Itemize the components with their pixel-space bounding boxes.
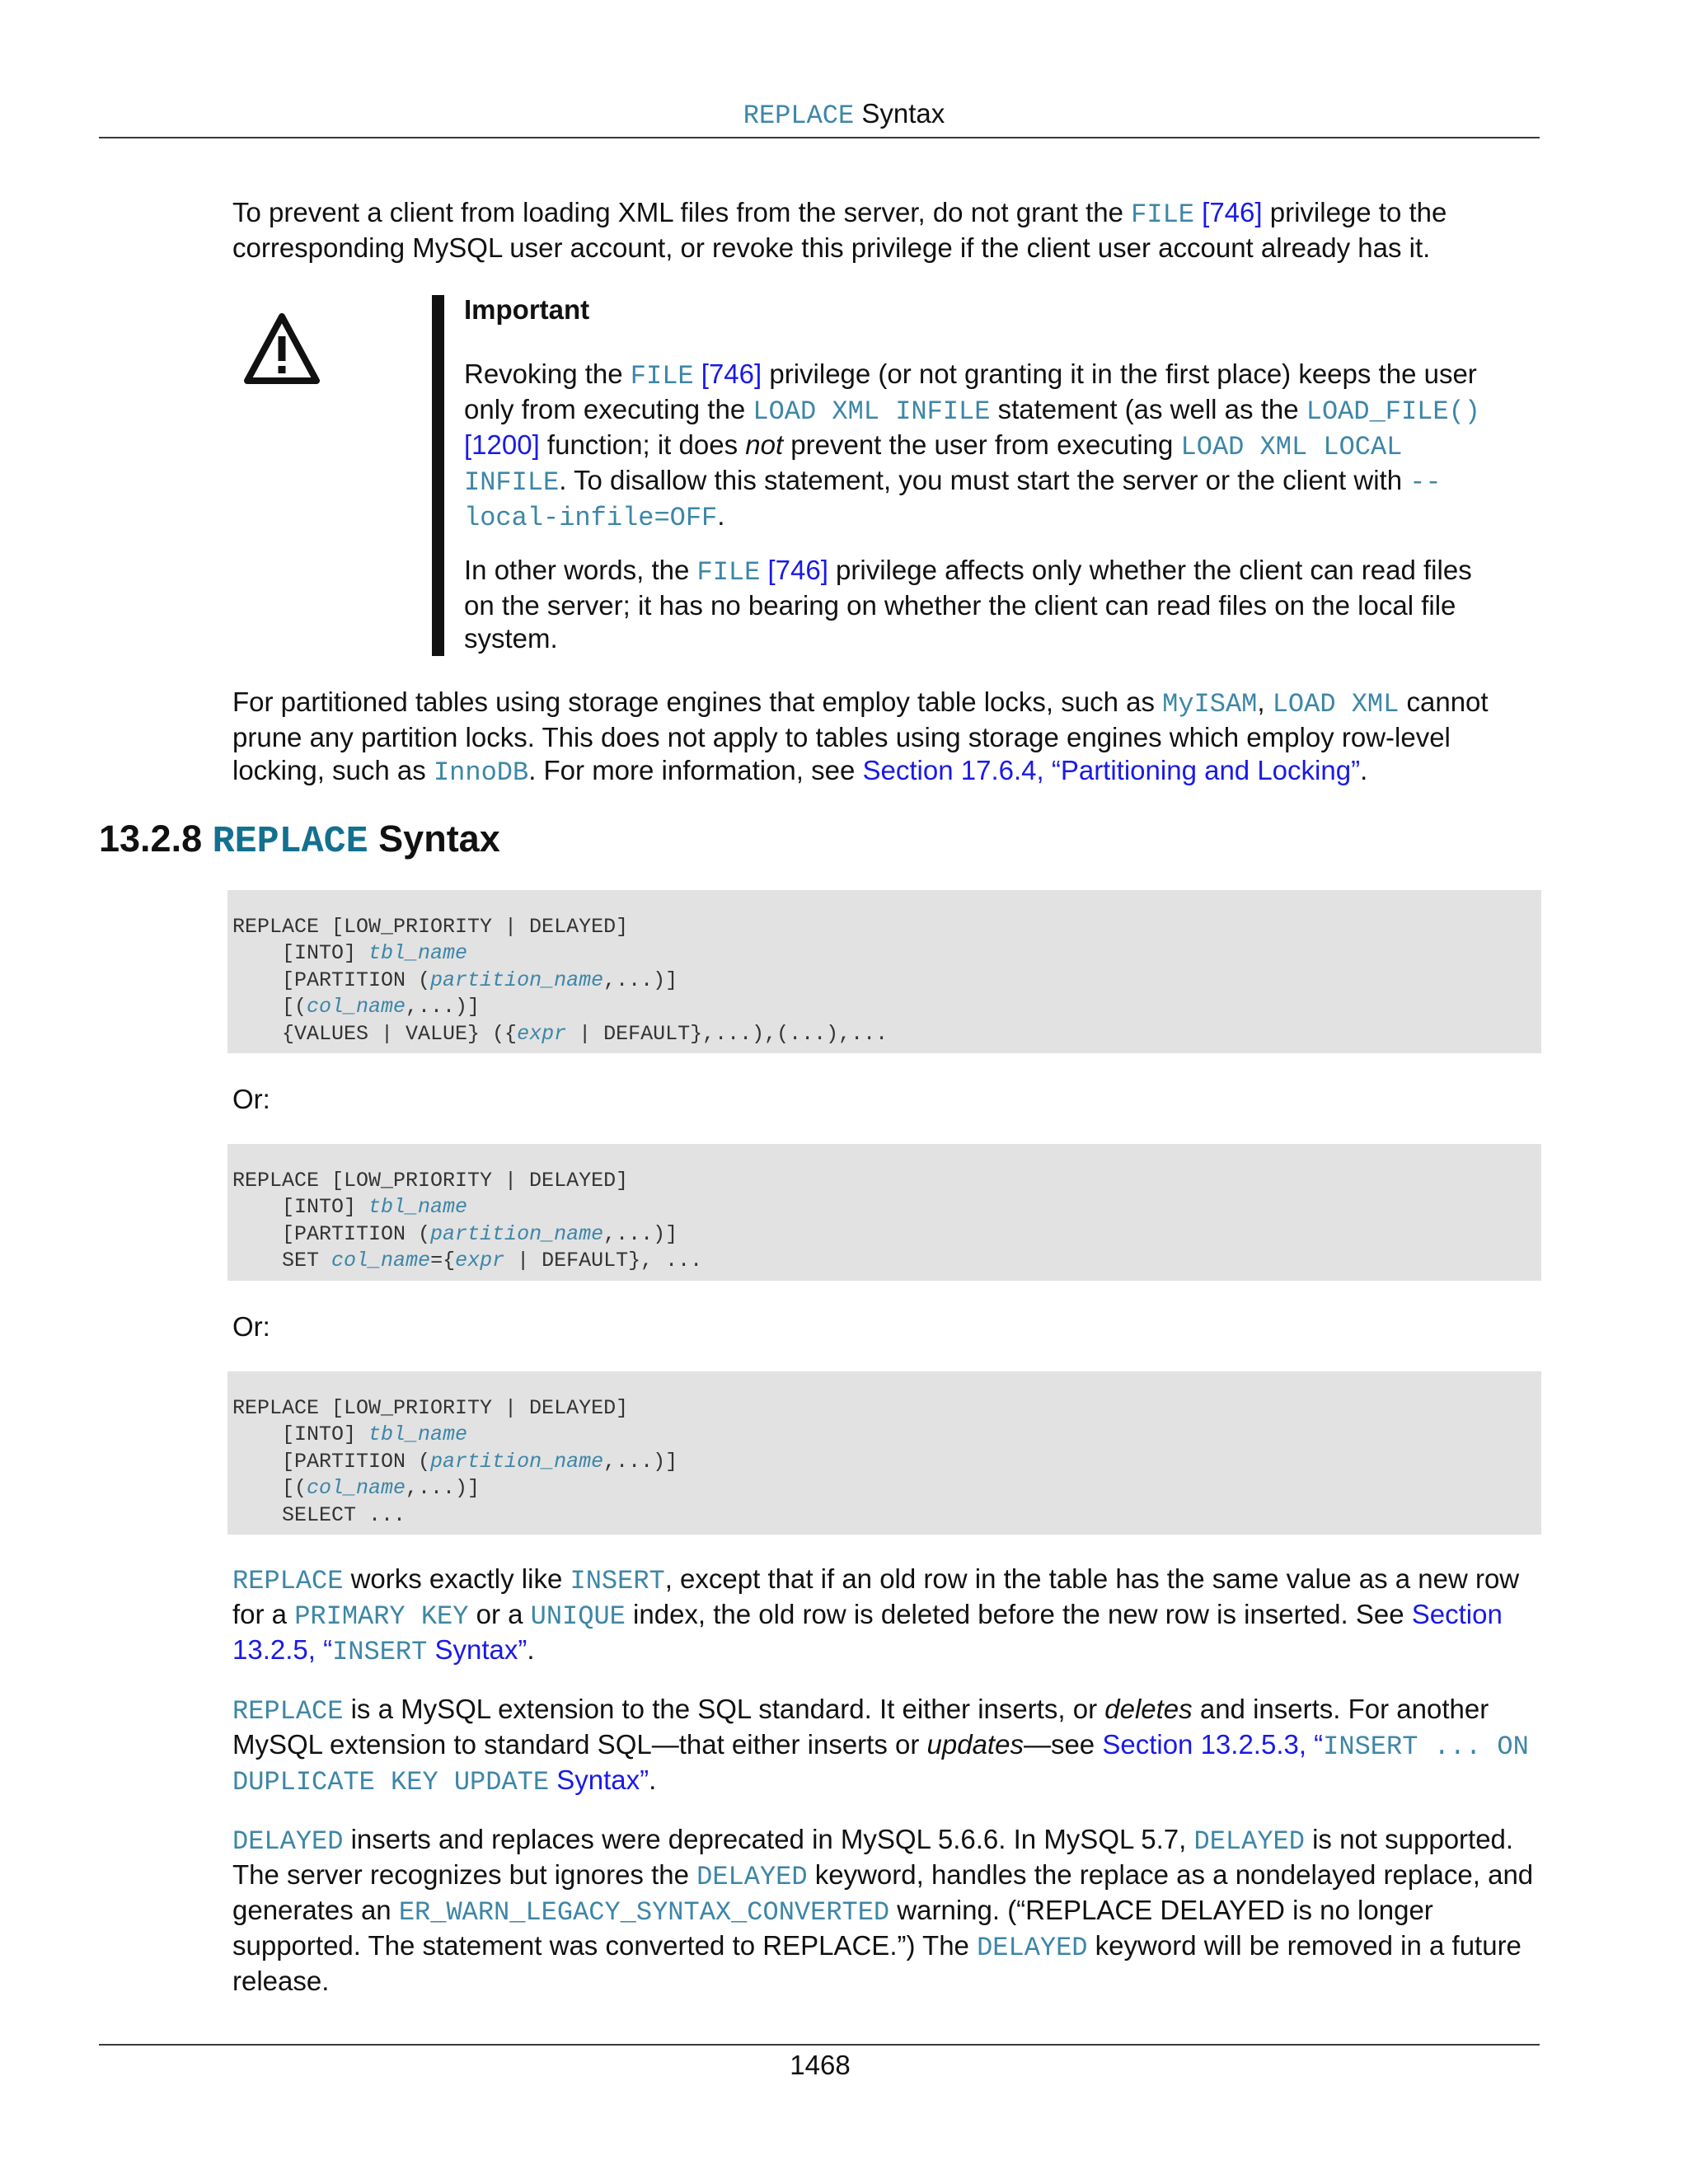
replace-code[interactable]: REPLACE: [232, 1696, 344, 1727]
ref-link[interactable]: [746]: [760, 555, 828, 585]
text: .: [717, 500, 725, 531]
text: ,: [1257, 687, 1273, 717]
text: cannot prune any partition locks. This does not apply to tables using storage engines which employ row-level locking, such as: [232, 687, 1489, 785]
warning-code[interactable]: ER_WARN_LEGACY_SYNTAX_CONVERTED: [398, 1897, 890, 1928]
code-line: [INTO] tbl_name: [232, 941, 468, 966]
important-label: Important: [464, 294, 590, 325]
insert-syntax-link[interactable]: Section 13.2.5, “INSERT Syntax”: [232, 1599, 1503, 1667]
file-privilege-code[interactable]: FILE: [1131, 199, 1194, 230]
code-line: SELECT ...: [232, 1502, 406, 1527]
code-block-select: [227, 1371, 1541, 1535]
code-block-values: [227, 890, 1541, 1053]
text: .: [1360, 755, 1368, 785]
load-xml-infile-code[interactable]: LOAD XML INFILE: [753, 396, 991, 427]
delayed-code[interactable]: DELAYED: [232, 1826, 344, 1857]
ref-link[interactable]: [746]: [693, 359, 762, 389]
load-xml-code[interactable]: LOAD XML: [1272, 689, 1400, 719]
file-code[interactable]: FILE: [696, 557, 761, 588]
local-infile-option-code[interactable]: --local-infile=OFF: [464, 467, 1442, 533]
code-block-set: [227, 1144, 1541, 1281]
code-line: [PARTITION (partition_name,...)]: [232, 1221, 678, 1246]
important-paragraph-2: [464, 554, 1494, 655]
myisam-code[interactable]: MyISAM: [1162, 689, 1258, 719]
text: In other words, the: [464, 555, 697, 585]
page-number: 1468: [790, 2050, 851, 2080]
delayed-code[interactable]: DELAYED: [977, 1933, 1088, 1963]
text: inserts and replaces were deprecated in MySQL 5.6.6. In MySQL 5.7,: [343, 1824, 1194, 1854]
footer-rule: [99, 2044, 1540, 2046]
load-file-code[interactable]: LOAD_FILE(): [1306, 396, 1480, 427]
emphasis: deletes: [1104, 1694, 1193, 1724]
replace-works-paragraph: [232, 1563, 1543, 1669]
partition-paragraph: [232, 686, 1543, 790]
text: or a: [468, 1599, 531, 1629]
ref-link[interactable]: [1200]: [464, 429, 540, 460]
text: function; it does: [539, 429, 746, 460]
emphasis: not: [745, 429, 784, 460]
code-line: [PARTITION (partition_name,...)]: [232, 1449, 678, 1474]
text: .: [649, 1765, 657, 1795]
replace-extension-paragraph: [232, 1693, 1543, 1799]
code-line: REPLACE [LOW_PRIORITY | DELAYED]: [232, 1396, 629, 1420]
text: works exactly like: [343, 1563, 570, 1594]
text: index, the old row is deleted before the new row is inserted. See: [625, 1599, 1412, 1629]
text: . To disallow this statement, you must start the server or the client with: [559, 465, 1410, 495]
code-line: [(col_name,...)]: [232, 1476, 481, 1501]
text: Revoking the: [464, 359, 631, 389]
text: keyword will be removed in a future release.: [232, 1930, 1522, 1996]
or-label: Or:: [232, 1084, 270, 1114]
text: warning. (“REPLACE DELAYED is no longer supported. The statement was converted to REPLACE.”) The: [232, 1895, 1433, 1961]
code-line: [INTO] tbl_name: [232, 1195, 468, 1220]
text: To prevent a client from loading XML files from the server, do not grant the: [232, 197, 1132, 227]
text: —see: [1023, 1729, 1103, 1760]
replace-code[interactable]: REPLACE: [232, 1566, 344, 1596]
code-line: {VALUES | VALUE} ({expr | DEFAULT},...),(...),...: [232, 1021, 889, 1046]
primary-key-code[interactable]: PRIMARY KEY: [294, 1601, 469, 1632]
header-code: REPLACE: [743, 101, 855, 131]
running-header: [0, 97, 1688, 133]
section-text: Syntax: [368, 818, 500, 860]
code-line: REPLACE [LOW_PRIORITY | DELAYED]: [232, 915, 629, 939]
load-xml-local-infile-code[interactable]: LOAD XML LOCAL INFILE: [464, 432, 1403, 498]
important-paragraph-1: [464, 358, 1494, 535]
text: is not supported. The server recognizes but ignores the: [232, 1824, 1514, 1890]
text: privilege affects only whether the client can read files on the server; it has no bearing on whether the client can read files on the local file system.: [464, 555, 1472, 654]
text: and inserts. For another MySQL extension to standard SQL—that either inserts or: [232, 1694, 1489, 1760]
header-text: Syntax: [854, 98, 945, 129]
text: .: [527, 1634, 535, 1665]
text: is a MySQL extension to the SQL standard. It either inserts, or: [343, 1694, 1105, 1724]
code-line: [PARTITION (partition_name,...)]: [232, 968, 678, 992]
text: privilege to the corresponding MySQL user account, or revoke this privilege if the client user account already has it.: [232, 197, 1447, 263]
file-code[interactable]: FILE: [630, 361, 694, 391]
text: . For more information, see: [528, 755, 863, 785]
section-number: 13.2.8: [99, 818, 213, 860]
text: , except that if an old row in the table has the same value as a new row for a: [232, 1563, 1520, 1629]
emphasis: updates: [926, 1729, 1024, 1760]
text: privilege (or not granting it in the first place) keeps the user only from executing the: [464, 359, 1477, 424]
text: keyword, handles the replace as a nondelayed replace, and generates an: [232, 1859, 1534, 1925]
delayed-code[interactable]: DELAYED: [1193, 1826, 1305, 1857]
code-line: REPLACE [LOW_PRIORITY | DELAYED]: [232, 1169, 629, 1193]
header-rule: [99, 137, 1540, 138]
delayed-code[interactable]: DELAYED: [696, 1862, 808, 1892]
important-bar: [432, 295, 444, 656]
section-heading: [99, 816, 500, 865]
text: prevent the user from executing: [783, 429, 1181, 460]
or-label: Or:: [232, 1311, 270, 1342]
section-code: REPLACE: [212, 821, 368, 863]
warning-icon: [242, 312, 321, 386]
delayed-paragraph: [232, 1823, 1543, 1998]
on-duplicate-key-link[interactable]: Section 13.2.5.3, “INSERT ... ON DUPLICATE KEY UPDATE Syntax”: [232, 1729, 1529, 1797]
insert-code[interactable]: INSERT: [570, 1566, 665, 1596]
code-line: [INTO] tbl_name: [232, 1422, 468, 1447]
intro-paragraph: [232, 196, 1543, 265]
partitioning-locking-link[interactable]: Section 17.6.4, “Partitioning and Locking”: [862, 755, 1361, 785]
text: statement (as well as the: [990, 394, 1306, 424]
unique-code[interactable]: UNIQUE: [530, 1601, 626, 1632]
code-line: [(col_name,...)]: [232, 995, 481, 1019]
innodb-code[interactable]: InnoDB: [433, 757, 529, 788]
code-line: SET col_name={expr | DEFAULT}, ...: [232, 1249, 703, 1273]
text: For partitioned tables using storage engines that employ table locks, such as: [232, 687, 1163, 717]
ref-link[interactable]: [746]: [1193, 197, 1263, 227]
